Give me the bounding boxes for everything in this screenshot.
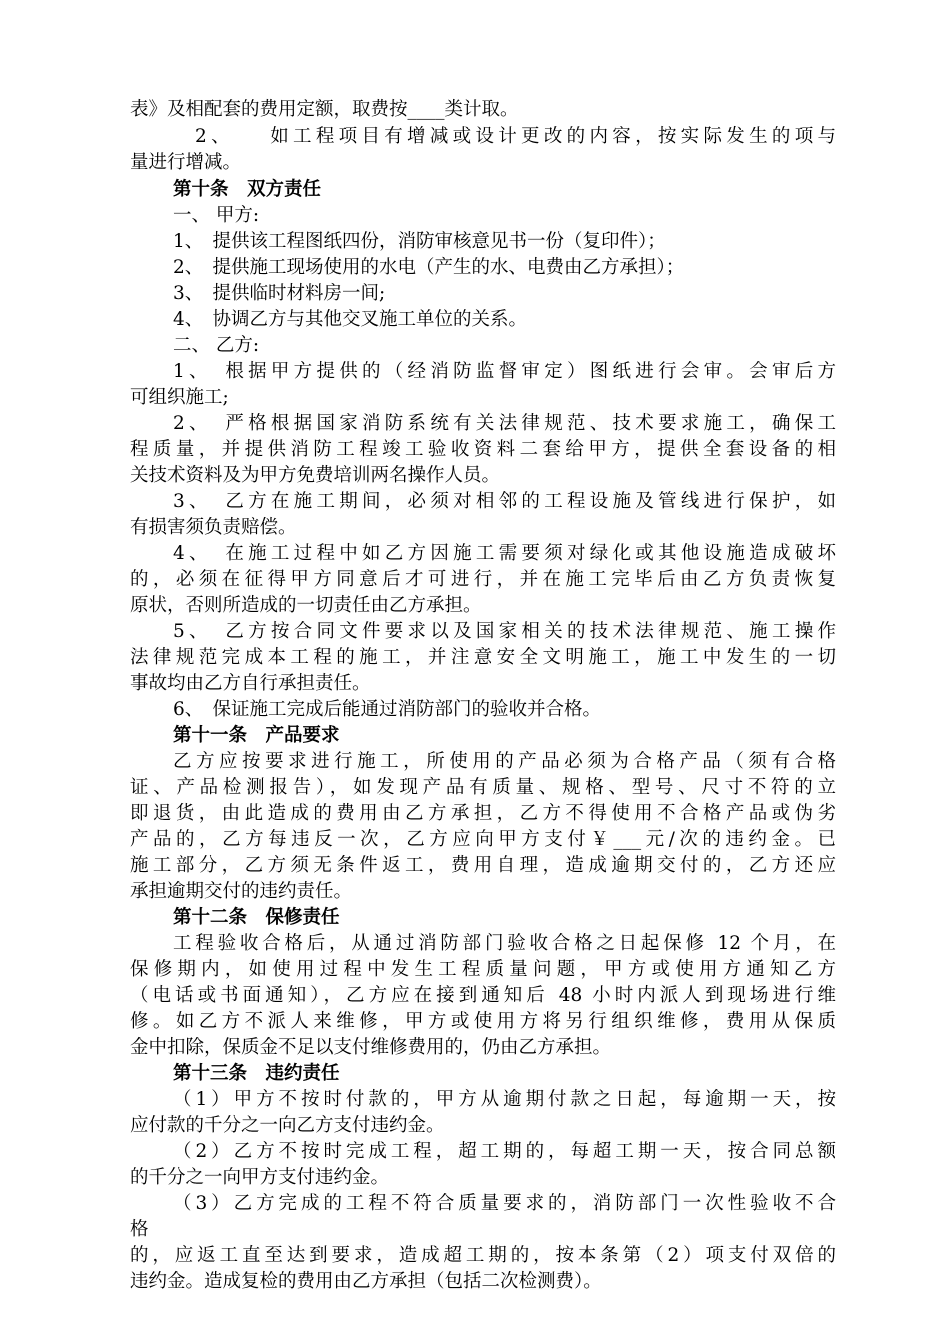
- text-line: 乙方应按要求进行施工，所使用的产品必须为合格产品（须有合格: [173, 751, 836, 772]
- text-line: 可组织施工;: [130, 387, 229, 408]
- section-heading: 第十一条 产品要求: [173, 725, 340, 746]
- text-line: 3、 乙方在施工期间，必须对相邻的工程设施及管线进行保护，如: [173, 491, 836, 512]
- text-line: 产品的，乙方每违反一次，乙方应向甲方支付￥___元/次的违约金。已: [130, 829, 836, 850]
- text-line: 1、 提供该工程图纸四份，消防审核意见书一份（复印件）；: [173, 231, 666, 252]
- text-line: 关技术资料及为甲方免费培训两名操作人员。: [130, 465, 501, 486]
- text-line: 量进行增减。: [130, 152, 242, 173]
- text-line: 工程验收合格后，从通过消防部门验收合格之日起保修 12 个月，在: [173, 933, 836, 954]
- text-line: 的，应返工直至达到要求，造成超工期的，按本条第（2）项支付双倍的: [130, 1245, 836, 1266]
- text-line: （2）乙方不按时完成工程，超工期的，每超工期一天，按合同总额: [173, 1141, 836, 1162]
- text-line: 违约金。造成复检的费用由乙方承担（包括二次检测费）。: [130, 1271, 602, 1292]
- text-line: 即退货，由此造成的费用由乙方承担，乙方不得使用不合格产品或伪劣: [130, 803, 836, 824]
- text-line: 事故均由乙方自行承担责任。: [130, 673, 371, 694]
- text-line: 保修期内，如使用过程中发生工程质量问题，甲方或使用方通知乙方: [130, 959, 836, 980]
- text-line: 应付款的千分之一向乙方支付违约金。: [130, 1115, 445, 1136]
- section-heading: 第十三条 违约责任: [173, 1063, 340, 1084]
- text-line: 格: [130, 1219, 149, 1240]
- text-line: 程质量，并提供消防工程竣工验收资料二套给甲方，提供全套设备的相: [130, 439, 836, 460]
- text-line: （3）乙方完成的工程不符合质量要求的，消防部门一次性验收不合: [173, 1193, 836, 1214]
- text-line: 证、产品检测报告），如发现产品有质量、规格、型号、尺寸不符的立: [130, 777, 836, 798]
- text-line: 4、 在施工过程中如乙方因施工需要须对绿化或其他设施造成破坏: [173, 543, 836, 564]
- section-heading: 第十条 双方责任: [173, 179, 322, 200]
- text-line: 4、 协调乙方与其他交叉施工单位的关系。: [173, 309, 528, 330]
- text-line: 有损害须负责赔偿。: [130, 517, 297, 538]
- text-line: 二、 乙方:: [173, 335, 260, 356]
- text-line: 2、 如工程项目有增减或设计更改的内容，按实际发生的项与: [195, 126, 836, 147]
- section-heading: 第十二条 保修责任: [173, 907, 340, 928]
- text-line: 6、 保证施工完成后能通过消防部门的验收并合格。: [173, 699, 602, 720]
- text-line: 金中扣除，保质金不足以支付维修费用的，仍由乙方承担。: [130, 1037, 612, 1058]
- text-line: 施工部分，乙方须无条件返工，费用自理，造成逾期交付的，乙方还应: [130, 855, 836, 876]
- text-line: 的，必须在征得甲方同意后才可进行，并在施工完毕后由乙方负责恢复: [130, 569, 836, 590]
- text-line: 1、 根据甲方提供的（经消防监督审定）图纸进行会审。会审后方: [173, 361, 836, 382]
- text-line: 2、 提供施工现场使用的水电（产生的水、电费由乙方承担）；: [173, 257, 685, 278]
- text-line: 承担逾期交付的违约责任。: [130, 881, 353, 902]
- text-line: （电话或书面通知），乙方应在接到通知后 48 小时内派人到现场进行维: [130, 985, 836, 1006]
- text-line: 修。如乙方不派人来维修，甲方或使用方将另行组织维修，费用从保质: [130, 1011, 836, 1032]
- text-line: 表》及相配套的费用定额，取费按____类计取。: [130, 99, 519, 120]
- text-line: 一、 甲方:: [173, 205, 260, 226]
- text-line: （1）甲方不按时付款的，甲方从逾期付款之日起，每逾期一天，按: [173, 1089, 836, 1110]
- text-line: 3、 提供临时材料房一间;: [173, 283, 386, 304]
- text-line: 2、 严格根据国家消防系统有关法律规范、技术要求施工，确保工: [173, 413, 836, 434]
- text-line: 的千分之一向甲方支付违约金。: [130, 1167, 390, 1188]
- text-line: 法律规范完成本工程的施工，并注意安全文明施工，施工中发生的一切: [130, 647, 836, 668]
- text-line: 原状，否则所造成的一切责任由乙方承担。: [130, 595, 482, 616]
- text-line: 5、 乙方按合同文件要求以及国家相关的技术法律规范、施工操作: [173, 621, 836, 642]
